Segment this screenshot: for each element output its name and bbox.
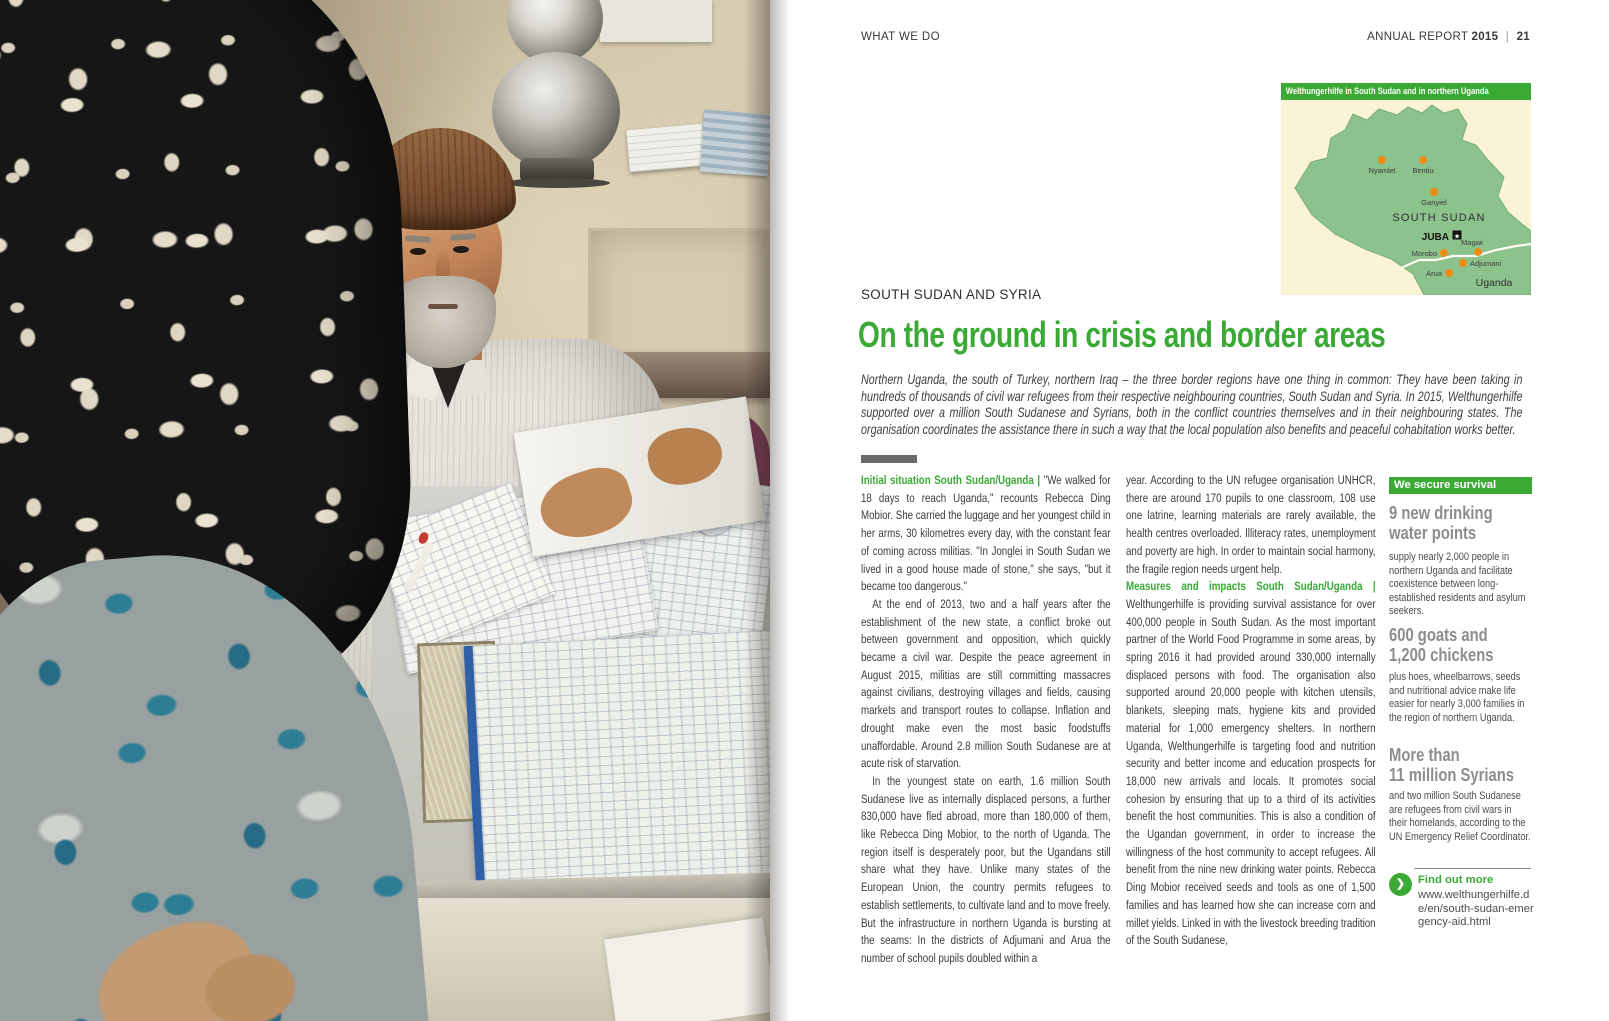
city-label: Ganyiel <box>1421 198 1447 207</box>
page-number: 21 <box>1516 31 1530 43</box>
header-separator: | <box>1505 31 1510 43</box>
city-label: Morobo <box>1411 249 1437 258</box>
paragraph-text: Welthungerhilfe is providing survival assistance for over 400,000 people in South Sudan. As the most important partner of the World Food Programme in some areas, by spring 2016 it had provided around 330,000 internally displaced persons with food. The organisation also supported around 20,000 people with kitchen utensils, blankets, sleeping mats, hygiene kits and provided material for 1,000 emergency shelters. In northern Uganda, Welthungerhilfe is targeting food and nutrition security and better income and education prospects for 18,000 new arrivals and locals. It promotes social cohesion by ensuring that up to a third of its activities benefit the host communities. This is also a condition of the Ugandan government, in order to increase the willingness of the host community to accept refugees. All benefit from the nine new drinking water points. Rebecca Ding Mobior received seeds and tools as one of 1,500 families and has learned how she can increase corn and millet yields. Linked in with the livestock breeding tradition of the South Sudanese, <box>1126 596 1376 948</box>
photo-wall-paper <box>600 0 712 42</box>
chevron-right-icon[interactable]: ❯ <box>1389 873 1412 896</box>
uganda-label: Uganda <box>1475 277 1513 289</box>
report-title: ANNUAL REPORT <box>1367 31 1468 43</box>
blue-binder-ledger <box>464 630 770 901</box>
find-out-more-label[interactable]: Find out more <box>1418 874 1494 886</box>
report-year: 2015 <box>1471 31 1499 43</box>
stat-body-text: plus hoes, wheelbarrows, seeds and nutritional advice make life easier for nearly 3,000 families in the region of northern Uganda. <box>1389 671 1525 724</box>
body-column-1 <box>861 472 1111 988</box>
city-dot-arua <box>1445 269 1453 277</box>
sidebar-banner <box>1389 477 1532 494</box>
sidebar-stat-body-2 <box>1389 671 1532 725</box>
stat-body-text: and two million South Sudanese are refugees from civil wars in their homelands, according to the UN Emergency Relief Coordinator. <box>1389 790 1531 843</box>
sidebar-banner-text: We secure survival <box>1394 479 1497 491</box>
sidebar-divider <box>1414 868 1531 869</box>
capital-star-icon: ★ <box>1453 233 1461 241</box>
man-eye-right <box>453 246 469 253</box>
sidebar-stat-body-3 <box>1389 790 1532 844</box>
stat-line: More than <box>1389 744 1460 765</box>
stat-line: 600 goats and <box>1389 624 1488 645</box>
city-dot-morobo <box>1440 249 1448 257</box>
map-title: Welthungerhilfe in South Sudan and in northern Uganda <box>1285 86 1489 97</box>
paragraph: In the youngest state on earth, 1.6 million South Sudanese live as internally displaced persons, a further 830,000 have fled abroad, more than 180,000 of them, like Rebecca Ding Mobior, to the north of Uganda. The region itself is desperately poor, but the Ugandans still share what they have. Unlike many states of the European Union, the country permits refugees to establish settlements, to cultivate land and to move freely. But the infrastructure in northern Uganda is bursting at the seams: In the districts of Adjumani and Arua the number of school pupils doubled within a <box>861 773 1111 965</box>
city-label: Adjumani <box>1470 259 1502 268</box>
stat-line: 11 million Syrians <box>1389 764 1515 785</box>
map-infobox <box>1281 83 1531 295</box>
stat-line: 9 new drinking <box>1389 502 1493 523</box>
paragraph-text: "We walked for 18 days to reach Uganda," recounts Rebecca Ding Mobior. She carried the luggage and her youngest child in her arms, 30 kilometres every day, with the constant fear of coming across militias. "In Jonglei in South Sudan we lived in a good house made of stone," she says, "but it became too dangerous." <box>861 473 1111 594</box>
article-headline-text: On the ground in crisis and border areas <box>858 314 1386 355</box>
article-kicker: SOUTH SUDAN AND SYRIA <box>861 287 1042 302</box>
find-out-more-url[interactable]: www.welthungerhilfe.de/en/south-sudan-emergency-aid.html <box>1418 889 1534 928</box>
sidebar-stat-heading-2 <box>1389 625 1532 665</box>
paragraph-lead: Measures and impacts South Sudan/Uganda | <box>1126 579 1376 594</box>
south-sudan-map <box>1281 100 1531 295</box>
section-rule <box>861 455 917 463</box>
running-head-report <box>1367 31 1530 43</box>
city-label: Arua <box>1426 269 1442 278</box>
stat-line: 1,200 chickens <box>1389 644 1494 665</box>
paragraph <box>861 472 1111 596</box>
paragraph <box>1126 578 1376 950</box>
paragraph: year. According to the UN refugee organisation UNHCR, there are around 170 pupils to one classroom, 108 use one latrine, learning materials are rarely available, the health centres overloaded. Illiteracy rates, unemployment and poverty are high. In order to maintain social harmony, the fragile region needs urgent help. <box>1126 473 1376 576</box>
country-label: SOUTH SUDAN <box>1392 212 1486 224</box>
city-dot-adjumani <box>1459 259 1467 267</box>
sidebar-stat-body-1 <box>1389 551 1532 619</box>
photo-edge-shadow <box>744 0 770 1021</box>
city-label: Bentiu <box>1412 166 1434 175</box>
city-dot-bentiu <box>1419 156 1427 164</box>
photo-white-box <box>626 124 705 172</box>
capital-label: JUBA <box>1421 232 1449 243</box>
body-column-2 <box>1126 472 1376 988</box>
photo-left-page <box>0 0 770 1021</box>
article-headline <box>858 316 1534 354</box>
city-dot-nyamlel <box>1378 156 1386 164</box>
man-eye-left <box>410 248 426 255</box>
article-intro <box>861 372 1523 456</box>
paragraph: At the end of 2013, two and a half years after the establishment of the new state, a conflict broke out between government and opposition, which quickly became a civil war. Despite the peace agreement in August 2015, militias are still committing massacres against civilians, destroying villages and fields, causing markets and transport routes to collapse. Inflation and drought make even the most basic foodstuffs unaffordable. Around 2.8 million South Sudanese are at acute risk of starvation. <box>861 596 1111 771</box>
page-fold-shadow <box>770 0 790 1021</box>
samovar-tray <box>505 178 610 188</box>
city-dot-ganyiel <box>1430 188 1438 196</box>
man-mouth <box>428 304 458 309</box>
article-intro-text: Northern Uganda, the south of Turkey, northern Iraq – the three border regions have one thing in common: They have been taking in hundreds of thousands of civil war refugees from their respective neighbouring countries, South Sudan and Syria. In 2015, Welthungerhilfe supported over a million South Sudanese and Syrians, both in the conflict countries themselves and in their neighbouring states. The organisation coordinates the assistance there in such a way that the local population also benefits and peaceful cohabitation works better. <box>861 372 1523 437</box>
stat-body-text: supply nearly 2,000 people in northern Uganda and facilitate coexistence between long-established residents and asylum seekers. <box>1389 551 1526 618</box>
running-head-section: WHAT WE DO <box>861 31 940 43</box>
stat-line: water points <box>1389 522 1477 543</box>
map-canvas <box>1281 100 1531 295</box>
paragraph-lead: Initial situation South Sudan/Uganda | <box>861 473 1041 487</box>
sidebar-stat-heading-1 <box>1389 503 1532 543</box>
city-label: Nyamlel <box>1368 166 1396 175</box>
city-dot-magwi <box>1474 248 1482 256</box>
samovar-body-icon <box>492 52 620 170</box>
sidebar-stat-heading-3 <box>1389 745 1532 785</box>
city-label: Magwi <box>1461 238 1483 247</box>
map-title-bar <box>1281 83 1531 100</box>
